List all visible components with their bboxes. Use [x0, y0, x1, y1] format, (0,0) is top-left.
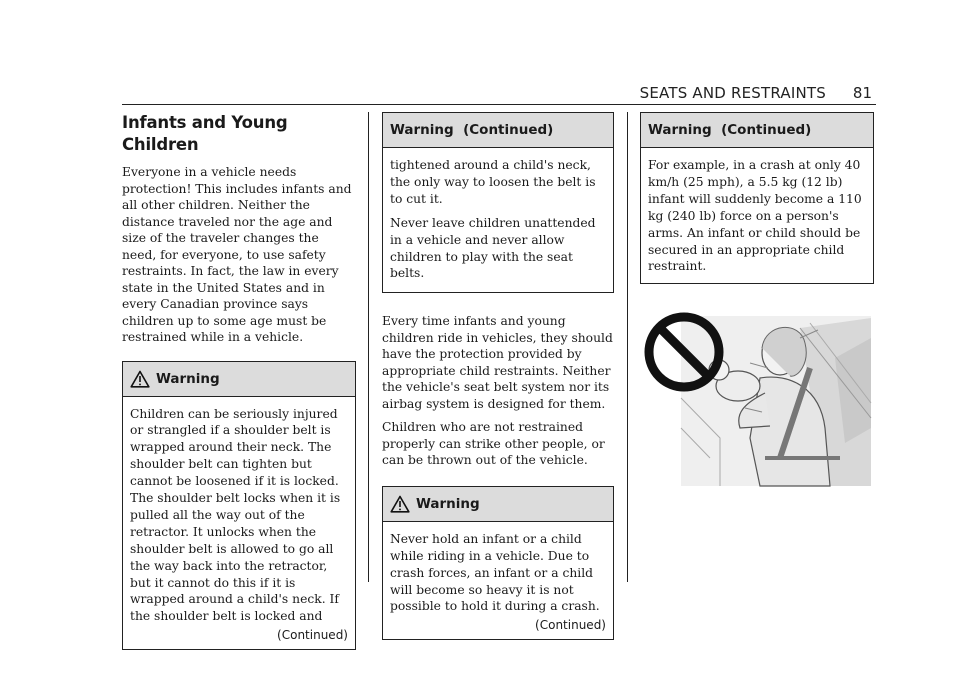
warning-header	[641, 113, 873, 148]
warning-header	[383, 487, 613, 522]
warning-header	[123, 362, 355, 397]
section-title: Infants and Young Children	[122, 113, 288, 154]
warning-triangle-icon	[390, 495, 410, 513]
column-3	[640, 112, 874, 284]
warning-text: Never leave children unattended in a vehicle and never allow children to play with the seat belts.	[390, 215, 596, 281]
warning-body	[123, 397, 355, 650]
column-2	[382, 112, 614, 640]
warning-text: tightened around a child's neck, the only way to loosen the belt is to cut it.	[390, 158, 596, 206]
warning-text: Children can be seriously injured or strangled if a shoulder belt is wrapped around their neck. The shoulder belt can tighten but cannot be loosened if it is locked. The shoulder belt locks when it is pulled all the way out of the retractor. It unlocks when the shoulder belt is allowed to go all the way back into the retractor, but it cannot do this if it is wrapped around a child's neck. If the shoulder belt is locked and	[130, 406, 341, 624]
warning-title: Warning (Continued)	[648, 122, 812, 138]
column-divider	[627, 112, 628, 582]
continued-label: (Continued)	[277, 628, 348, 643]
illustration-do-not-hold-child	[640, 308, 874, 488]
column-1	[122, 112, 356, 650]
warning-header	[383, 113, 613, 148]
warning-title: Warning	[156, 370, 220, 387]
warning-box	[122, 361, 356, 651]
warning-body	[383, 522, 613, 640]
continued-label: (Continued)	[535, 618, 606, 633]
warning-title: Warning (Continued)	[390, 122, 554, 138]
header-rule	[122, 104, 876, 105]
warning-continued-box	[382, 112, 614, 293]
warning-text: Never hold an infant or a child while riding in a vehicle. Due to crash forces, an infant or a child will become so heavy it is not possible to hold it during a crash.	[390, 531, 600, 614]
warning-text: For example, in a crash at only 40 km/h (25 mph), a 5.5 kg (12 lb) infant will suddenly become a 110 kg (240 lb) force on a person's arms. An infant or child should be secured in an appropriate child restraint.	[648, 158, 862, 274]
warning-body	[383, 148, 613, 292]
body-paragraph: Children who are not restrained properly can strike other people, or can be thrown out of the vehicle.	[382, 420, 605, 468]
page-header	[122, 82, 874, 104]
running-header-section: SEATS AND RESTRAINTS	[639, 84, 826, 102]
warning-continued-box	[640, 112, 874, 284]
warning-title: Warning	[416, 495, 480, 512]
warning-body	[641, 148, 873, 283]
column-divider	[368, 112, 369, 582]
body-paragraph: Every time infants and young children ride in vehicles, they should have the protection provided by appropriate child restraints. Neither the vehicle's seat belt system nor its airbag system is designed for them.	[382, 314, 613, 411]
intro-paragraph: Everyone in a vehicle needs protection! This includes infants and all other children. Neither the distance traveled nor the age and size of the traveler changes the need, for everyone, to use safety restraints. In fact, the law in every state in the United States and in every Canadian province says children up to some age must be restrained while in a vehicle.	[122, 165, 352, 344]
warning-box	[382, 486, 614, 641]
warning-triangle-icon	[130, 370, 150, 388]
page-number: 81	[852, 84, 872, 102]
